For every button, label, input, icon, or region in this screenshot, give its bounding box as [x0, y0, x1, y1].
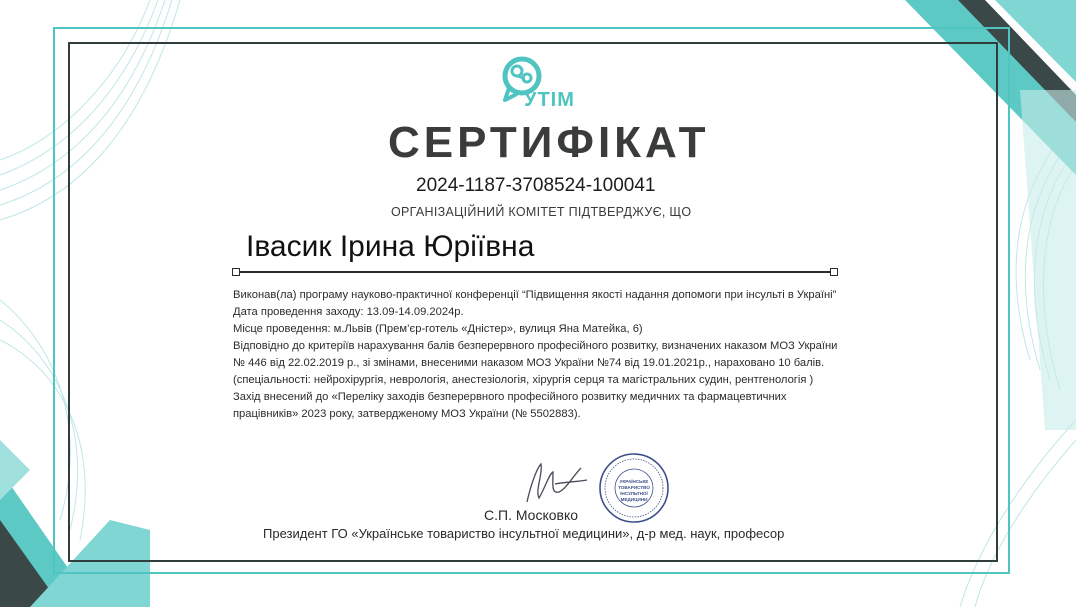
- name-underline: [236, 271, 834, 273]
- signer-title: Президент ГО «Українське товариство інсультної медицини», д-р мед. наук, професор: [263, 526, 785, 541]
- body-line: № 446 від 22.02.2019 р., зі змінами, внесеними наказом МОЗ України №74 від 19.01.2021р., нараховано 10 балів.: [233, 357, 825, 369]
- recipient-name: Івасик Ірина Юріївна: [246, 230, 535, 263]
- body-line: працівників» 2023 року, затвердженому МОЗ України (№ 5502883).: [233, 408, 581, 420]
- certificate-number: 2024-1187-3708524-100041: [416, 175, 656, 196]
- svg-text:МЕДИЦИНИ: МЕДИЦИНИ: [620, 497, 648, 502]
- body-line: (спеціальності: нейрохірургія, неврологія, анестезіологія, хірургія серця та магістральних судин, рентгенологія ): [233, 374, 814, 386]
- underline-right-marker: [830, 268, 838, 276]
- body-line: Захід внесений до «Переліку заходів безперервного професійного розвитку медичних та фармацевтичних: [233, 391, 787, 403]
- logo-text: УТІМ: [524, 89, 575, 111]
- body-line: Відповідно до критеріїв нарахування балів безперервного професійного розвитку, визначених наказом МОЗ України: [233, 340, 838, 352]
- certificate-body: [233, 287, 893, 423]
- certificate-title: СЕРТИФІКАТ: [388, 118, 710, 167]
- body-line: Дата проведення заходу: 13.09-14.09.2024р.: [233, 306, 464, 318]
- body-line: Місце проведення: м.Львів (Прем’єр-готель «Дністер», вулиця Яна Матейка, 6): [233, 323, 643, 335]
- signer-name: С.П. Московко: [484, 507, 579, 523]
- underline-left-marker: [232, 268, 240, 276]
- svg-text:ТОВАРИСТВО: ТОВАРИСТВО: [618, 485, 650, 490]
- body-line: Виконав(ла) програму науково-практичної конференції “Підвищення якості надання допомоги при інсульті в Україні”: [233, 289, 837, 301]
- confirmation-line: ОРГАНІЗАЦІЙНИЙ КОМІТЕТ ПІДТВЕРДЖУЄ, ЩО: [391, 205, 692, 219]
- svg-text:УКРАЇНСЬКЕ: УКРАЇНСЬКЕ: [619, 479, 649, 484]
- official-seal: [598, 452, 670, 524]
- handwritten-signature: [515, 454, 590, 509]
- svg-text:ІНСУЛЬТНОЇ: ІНСУЛЬТНОЇ: [620, 491, 648, 496]
